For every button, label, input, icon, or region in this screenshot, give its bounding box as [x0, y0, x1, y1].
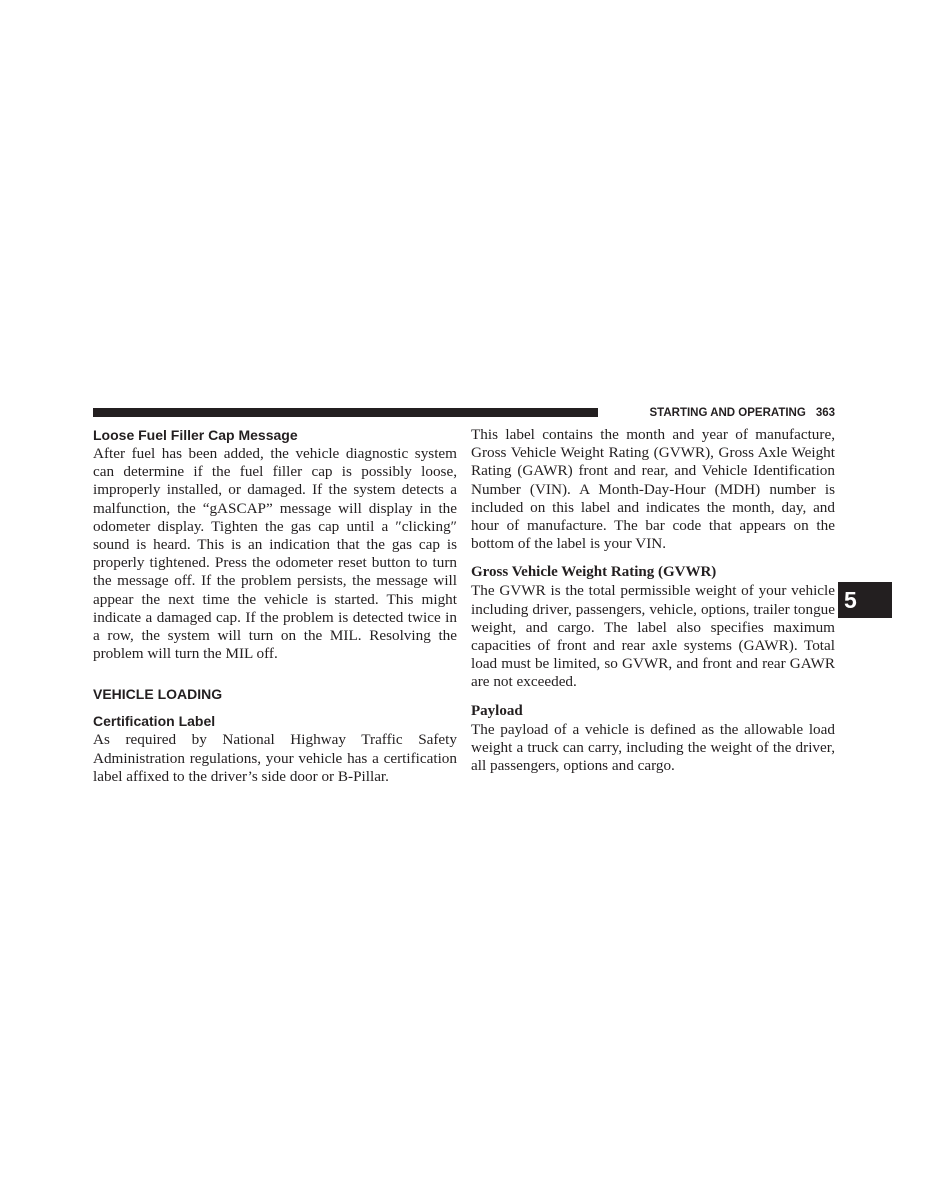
gvwr-body: The GVWR is the total permissible weight of your vehicle including driver, passengers, vehicle, options, trailer tongue weight, and cargo. The label also specifies maximum capacities of front and rear axle systems (GAWR). Total load must be limited, so GVWR, and front and rear GAWR are not exceeded. — [471, 582, 835, 691]
section-title: STARTING AND OPERATING — [649, 407, 806, 419]
right-column — [471, 426, 835, 775]
payload-body: The payload of a vehicle is defined as the allowable load weight a truck can carry, including the weight of the driver, all passengers, options and cargo. — [471, 720, 835, 775]
vehicle-loading-heading: VEHICLE LOADING — [93, 686, 223, 703]
certification-label-body: As required by National Highway Traffic Safety Administration regulations, your vehicle has a certification label affixed to the driver’s side door or B-Pillar. — [93, 731, 457, 785]
running-header — [608, 405, 835, 421]
certification-label-heading: Certification Label — [93, 713, 216, 730]
loose-fuel-cap-heading: Loose Fuel Filler Cap Message — [93, 427, 298, 443]
label-contents-body: This label contains the month and year of manufacture, Gross Vehicle Weight Rating (GVWR), Gross Axle Weight Rating (GAWR) front and rear, and Vehicle Identification Number (VIN). A Month-Day-Hour (MDH) number is included on this label and indicates the month, day, and hour of manufacture. The bar code that appears on the bottom of the label is your VIN. — [471, 426, 835, 553]
chapter-tab: 5 — [838, 582, 892, 618]
payload-heading: Payload — [471, 702, 523, 719]
header-rule — [93, 408, 598, 417]
loose-fuel-cap-body: After fuel has been added, the vehicle diagnostic system can determine if the fuel filler cap is possibly loose, improperly installed, or damaged. If the system detects a malfunction, the “gASCAP” message will display in the odometer display. Tighten the gas cap until a ″clicking″ sound is heard. This is an indication that the gas cap is properly tightened. Press the odometer reset button to turn the message off. If the problem persists, the message will appear the next time the vehicle is started. This might indicate a damaged cap. If the problem is detected twice in a row, the system will turn on the MIL. Resolving the problem will turn the MIL off. — [93, 445, 457, 663]
page-number: 363 — [815, 407, 835, 419]
left-column — [93, 426, 457, 786]
gvwr-heading: Gross Vehicle Weight Rating (GVWR) — [471, 564, 717, 581]
